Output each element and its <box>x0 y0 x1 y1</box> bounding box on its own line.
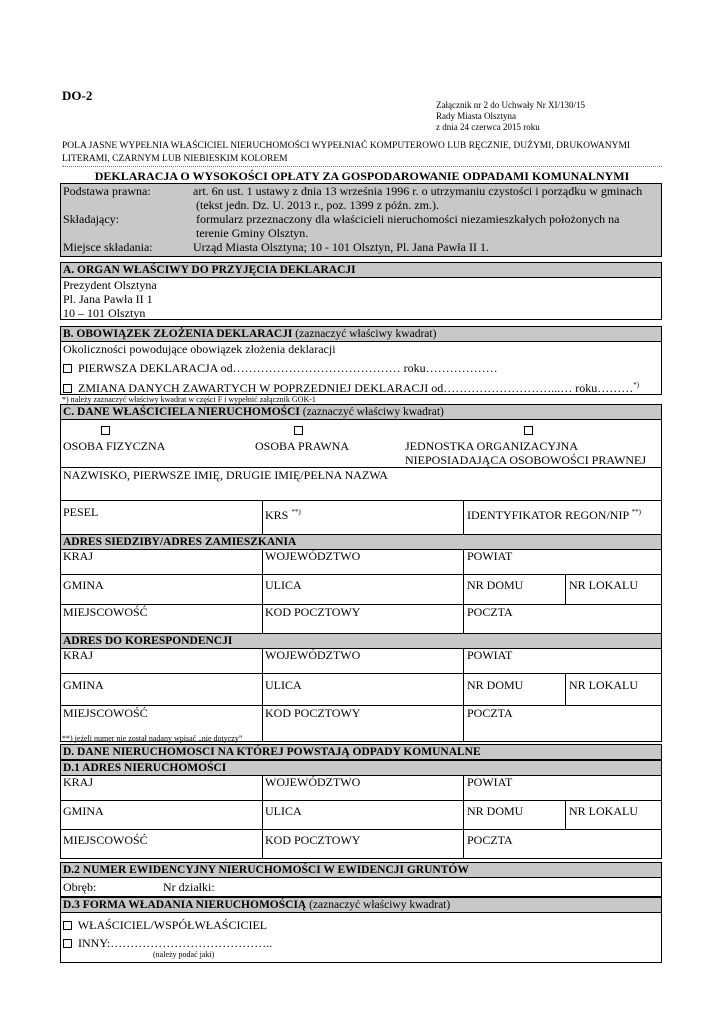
property-county-field[interactable]: POWIAT <box>467 775 513 789</box>
cell-divider <box>463 775 464 859</box>
corr-municipality-field[interactable]: GMINA <box>63 678 104 692</box>
organizational-unit-label: JEDNOSTKA ORGANIZACYJNA <box>405 439 579 453</box>
row-divider <box>60 800 662 801</box>
corr-house-no-field[interactable]: NR DOMU <box>467 678 524 692</box>
section-d2-box <box>60 877 662 897</box>
cell-divider <box>262 775 263 859</box>
corr-town-field[interactable]: MIEJSCOWOŚĆ <box>63 706 148 720</box>
other-hint: (należy podać jaki) <box>153 950 215 959</box>
section-d3-title: D.3 FORMA WŁADANIA NIERUCHOMOŚCIĄ <box>63 899 307 911</box>
natural-person-label: OSOBA FIZYCZNA <box>63 439 166 453</box>
natural-person-checkbox[interactable] <box>101 426 110 435</box>
section-c-header <box>60 404 662 420</box>
attachment-note <box>436 100 585 133</box>
property-post-office-field[interactable]: POCZTA <box>467 833 513 847</box>
pesel-field[interactable]: PESEL <box>63 505 99 519</box>
section-d2-header: D.2 NUMER EWIDENCYJNY NIERUCHOMOŚCI W EWIDENCJI GRUNTÓW <box>60 862 662 878</box>
corr-street-field[interactable]: ULICA <box>265 678 302 692</box>
section-d3-header <box>60 897 662 913</box>
section-c-footnote: **) jeżeli numer nie został nadany wpisać „nie dotyczy” <box>62 734 243 743</box>
attachment-line: z dnia 24 czerwca 2015 roku <box>436 122 540 132</box>
corr-postal-code-field[interactable]: KOD POCZTOWY <box>265 706 361 720</box>
section-d1-header: D.1 ADRES NIERUCHOMOŚCI <box>60 760 662 776</box>
data-change-checkbox[interactable] <box>63 384 72 393</box>
dotted-divider <box>62 166 662 167</box>
seat-address-header: ADRES SIEDZIBY/ADRES ZAMIESZKANIA <box>60 534 662 550</box>
organizational-unit-label: NIEPOSIADAJĄCA OSOBOWOŚCI PRAWNEJ <box>405 453 647 467</box>
property-municipality-field[interactable]: GMINA <box>63 804 104 818</box>
corr-country-field[interactable]: KRAJ <box>63 648 94 662</box>
seat-municipality-field[interactable]: GMINA <box>63 578 104 592</box>
cell-divider <box>463 549 464 633</box>
corr-post-office-field[interactable]: POCZTA <box>467 706 513 720</box>
submitter-text: formularz przeznaczony dla właścicieli nieruchomości niezamieszkałych położonych na <box>196 212 620 226</box>
row-divider <box>60 500 662 501</box>
authority-street: Pl. Jana Pawła II 1 <box>63 292 153 306</box>
form-title: DEKLARACJA O WYSOKOŚCI OPŁATY ZA GOSPODAROWANIE ODPADAMI KOMUNALNYMI <box>94 169 630 183</box>
place-label: Miejsce składania: <box>63 240 153 254</box>
seat-voivodeship-field[interactable]: WOJEWÓDZTWO <box>265 549 361 563</box>
corr-voivodeship-field[interactable]: WOJEWÓDZTWO <box>265 648 361 662</box>
submitter-label: Składający: <box>63 212 119 226</box>
data-change-option[interactable] <box>63 378 639 395</box>
place-text: Urząd Miasta Olsztyna; 10 - 101 Olsztyn, Pl. Jana Pawła II 1. <box>193 240 489 254</box>
section-b-footnote: *) należy zaznaczyć właściwy kwadrat w części F i wypełnić załącznik GOK-1 <box>62 395 316 404</box>
other-label: INNY:………………………………….. <box>78 936 273 950</box>
fill-instruction: POLA JASNE WYPEŁNIA WŁAŚCICIEL NIERUCHOMOŚCI WYPEŁNIAĆ KOMPUTEROWO LUB RĘCZNIE, DUŻYMI, DRUKOWANYMI LITERAMI, CZARNYM LUB NIEBIESKIM KOLOREM <box>62 141 631 164</box>
regon-nip-field[interactable] <box>467 505 641 522</box>
seat-flat-no-field[interactable]: NR LOKALU <box>569 578 638 592</box>
seat-county-field[interactable]: POWIAT <box>467 549 513 563</box>
submitter-text: terenie Gminy Olsztyn. <box>196 226 309 240</box>
owner-option[interactable] <box>63 918 267 932</box>
property-flat-no-field[interactable]: NR LOKALU <box>569 804 638 818</box>
section-c-title: C. DANE WŁAŚCICIELA NIERUCHOMOŚCI <box>63 406 300 418</box>
owner-checkbox[interactable] <box>63 921 72 930</box>
property-voivodeship-field[interactable]: WOJEWÓDZTWO <box>265 775 361 789</box>
property-postal-code-field[interactable]: KOD POCZTOWY <box>265 833 361 847</box>
authority-name: Prezydent Olsztyna <box>63 278 157 292</box>
section-a-header: A. ORGAN WŁAŚCIWY DO PRZYJĘCIA DEKLARACJI <box>60 262 662 278</box>
authority-city: 10 – 101 Olsztyn <box>63 306 146 320</box>
seat-post-office-field[interactable]: POCZTA <box>467 605 513 619</box>
document-code: DO-2 <box>62 88 93 103</box>
seat-street-field[interactable]: ULICA <box>265 578 302 592</box>
property-street-field[interactable]: ULICA <box>265 804 302 818</box>
property-house-no-field[interactable]: NR DOMU <box>467 804 524 818</box>
first-declaration-option[interactable] <box>63 361 498 375</box>
basis-text: art. 6n ust. 1 ustawy z dnia 13 września 1996 r. o utrzymaniu czystości i porządku w gminach <box>193 184 643 198</box>
section-b-title: B. OBOWIĄZEK ZŁOŻENIA DEKLARACJI <box>63 328 293 340</box>
full-name-label: NAZWISKO, PIERWSZE IMIĘ, DRUGIE IMIĘ/PEŁNA NAZWA <box>63 468 388 482</box>
row-divider <box>60 705 662 706</box>
krs-field[interactable] <box>265 505 301 522</box>
organizational-unit-checkbox[interactable] <box>524 426 533 435</box>
section-d3-note: (zaznaczyć właściwy kwadrat) <box>306 899 451 911</box>
cell-divider <box>565 673 566 705</box>
seat-house-no-field[interactable]: NR DOMU <box>467 578 524 592</box>
footnote-marker: *) <box>633 381 640 389</box>
cell-divider <box>565 574 566 604</box>
section-d-header: D. DANE NIERUCHOMOSCI NA KTÓREJ POWSTAJĄ ODPADY KOMUNALNE <box>60 744 662 760</box>
legal-person-checkbox[interactable] <box>294 426 303 435</box>
other-option[interactable] <box>63 936 272 950</box>
data-change-label: ZMIANA DANYCH ZAWARTYCH W POPRZEDNIEJ DEKLARACJI od………………………...… roku……… <box>78 381 634 395</box>
cell-divider <box>262 648 263 742</box>
legal-person-label: OSOBA PRAWNA <box>255 439 350 453</box>
seat-country-field[interactable]: KRAJ <box>63 549 94 563</box>
precinct-field[interactable]: Obręb: <box>63 880 97 894</box>
section-c-note: (zaznaczyć właściwy kwadrat) <box>299 406 444 418</box>
seat-town-field[interactable]: MIEJSCOWOŚĆ <box>63 605 148 619</box>
footnote-marker: **) <box>291 508 301 516</box>
basis-text: (tekst jedn. Dz. U. 2013 r., poz. 1399 z późn. zm.). <box>196 198 439 212</box>
circumstances-label: Okoliczności powodujące obowiązek złożenia deklaracji <box>63 342 336 356</box>
section-b-header <box>60 326 662 342</box>
corr-flat-no-field[interactable]: NR LOKALU <box>569 678 638 692</box>
property-town-field[interactable]: MIEJSCOWOŚĆ <box>63 833 148 847</box>
cell-divider <box>463 648 464 742</box>
cell-divider <box>262 500 263 534</box>
row-divider <box>60 574 662 575</box>
footnote-marker: **) <box>631 508 642 516</box>
cell-divider <box>463 500 464 534</box>
correspondence-address-header: ADRES DO KORESPONDENCJI <box>60 633 662 649</box>
row-divider <box>60 673 662 674</box>
plot-number-field[interactable]: Nr działki: <box>163 880 215 894</box>
cell-divider <box>262 549 263 633</box>
corr-county-field[interactable]: POWIAT <box>467 648 513 662</box>
owner-label: WŁAŚCICIEL/WSPÓŁWŁAŚCICIEL <box>77 918 268 932</box>
row-divider <box>60 829 662 830</box>
section-b-note: (zaznaczyć właściwy kwadrat) <box>292 328 437 340</box>
first-declaration-checkbox[interactable] <box>63 364 72 373</box>
other-checkbox[interactable] <box>63 939 72 948</box>
first-declaration-label: PIERWSZA DEKLARACJA od…………………………………… roku……………… <box>78 361 498 375</box>
seat-postal-code-field[interactable]: KOD POCZTOWY <box>265 605 361 619</box>
attachment-line: Załącznik nr 2 do Uchwały Nr XI/130/15 <box>436 100 585 110</box>
cell-divider <box>565 800 566 829</box>
krs-label: KRS <box>265 508 289 522</box>
row-divider <box>60 604 662 605</box>
basis-label: Podstawa prawna: <box>63 184 151 198</box>
regon-nip-label: IDENTYFIKATOR REGON/NIP <box>467 508 629 522</box>
property-country-field[interactable]: KRAJ <box>63 775 94 789</box>
attachment-line: Rady Miasta Olsztyna <box>436 111 516 121</box>
